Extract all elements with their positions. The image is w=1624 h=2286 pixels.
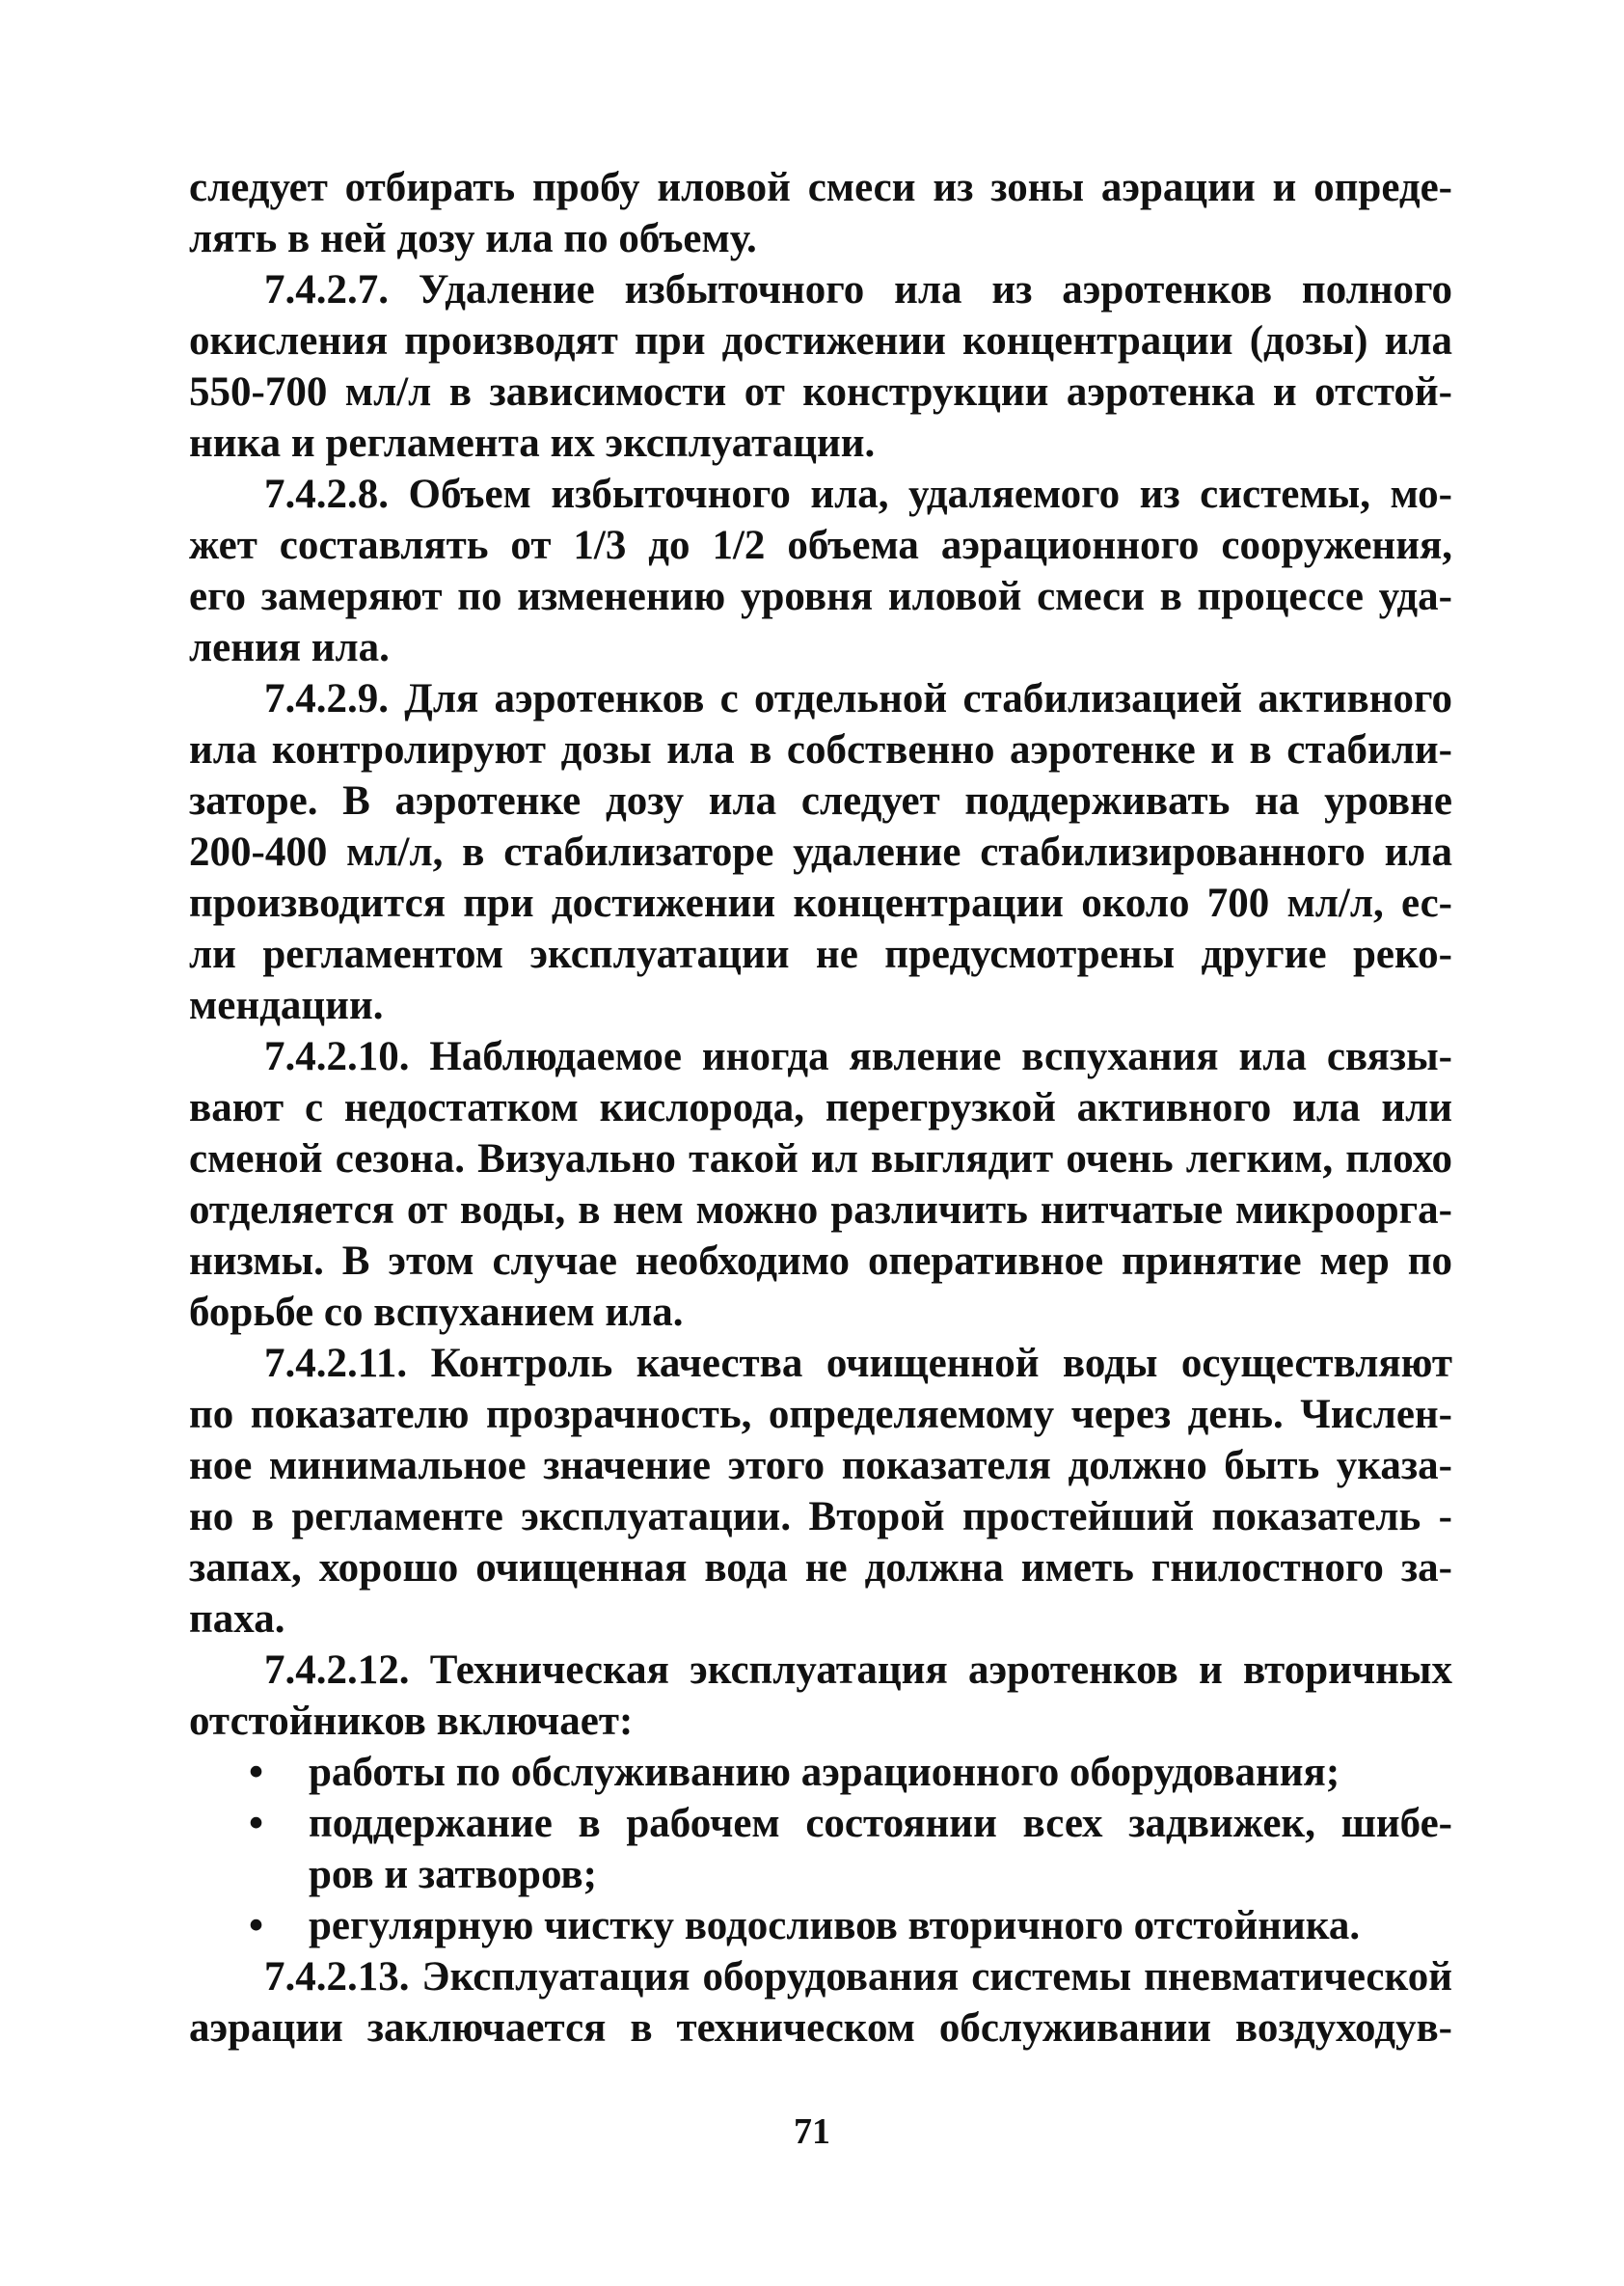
text-line: 7.4.2.8. Объем избыточного ила, удаляемого из системы, мо-: [264, 472, 1452, 517]
text-line: жет составлять от 1/3 до 1/2 объема аэрационного сооружения,: [189, 523, 1452, 568]
page-number: 71: [794, 2111, 830, 2152]
text-line: следует отбирать пробу иловой смеси из зоны аэрации и опреде-: [189, 165, 1452, 210]
bullet-item: [249, 1798, 1452, 1849]
bullet-text: работы по обслуживанию аэрационного оборудования;: [309, 1750, 1340, 1795]
text-line: 7.4.2.13. Эксплуатация оборудования системы пневматической: [264, 1954, 1452, 2000]
bullet-text: регулярную чистку водосливов вторичного отстойника.: [309, 1903, 1361, 1948]
body-text: [189, 162, 1452, 2054]
text-line: 200-400 мл/л, в стабилизаторе удаление стабилизированного ила: [189, 830, 1452, 875]
text-line: вают с недостатком кислорода, перегрузкой активного ила или: [189, 1085, 1452, 1130]
text-line: 7.4.2.11. Контроль качества очищенной воды осуществляют: [264, 1341, 1452, 1386]
bullet-icon: •: [249, 1750, 264, 1795]
bullet-item: [249, 1900, 1452, 1951]
bullet-text: поддержание в рабочем состоянии всех задвижек, шибе-: [309, 1801, 1452, 1846]
text-line: производится при достижении концентрации около 700 мл/л, ес-: [189, 881, 1452, 926]
text-line: ила контролируют дозы ила в собственно аэротенке и в стабили-: [189, 727, 1452, 773]
bullet-icon: •: [249, 1903, 264, 1948]
text-line: низмы. В этом случае необходимо оперативное принятие мер по: [189, 1238, 1452, 1284]
text-line: отделяется от воды, в нем можно различить нитчатые микроорга-: [189, 1187, 1452, 1233]
text-line: заторе. В аэротенке дозу ила следует поддерживать на уровне: [189, 778, 1452, 824]
text-line: отстойников включает:: [189, 1699, 634, 1744]
text-line: паха.: [189, 1596, 285, 1642]
text-line: но в регламенте эксплуатации. Второй простейший показатель -: [189, 1494, 1452, 1539]
text-line: сменой сезона. Визуально такой ил выглядит очень легким, плохо: [189, 1136, 1452, 1182]
bullet-list: [189, 1747, 1452, 1951]
text-line: аэрации заключается в техническом обслуживании воздуходув-: [189, 2005, 1452, 2051]
text-line: запах, хорошо очищенная вода не должна иметь гнилостного за-: [189, 1545, 1452, 1591]
bullet-icon: •: [249, 1801, 264, 1846]
text-line: 550-700 мл/л в зависимости от конструкции аэротенка и отстой-: [189, 369, 1452, 415]
bullet-text: ров и затворов;: [309, 1852, 597, 1897]
text-line: ника и регламента их эксплуатации.: [189, 421, 876, 466]
paragraph-lines-tail: [189, 1951, 1452, 2054]
paragraph-lines: [189, 162, 1452, 1747]
text-line: мендации.: [189, 983, 384, 1028]
text-line: 7.4.2.9. Для аэротенков с отдельной стабилизацией активного: [264, 676, 1452, 721]
text-line: ное минимальное значение этого показателя должно быть указа-: [189, 1443, 1452, 1488]
text-line: 7.4.2.12. Техническая эксплуатация аэротенков и вторичных: [264, 1647, 1452, 1693]
text-line: ления ила.: [189, 625, 390, 670]
text-line: 7.4.2.7. Удаление избыточного ила из аэротенков полного: [264, 267, 1452, 313]
text-line: по показателю прозрачность, определяемому через день. Числен-: [189, 1392, 1452, 1437]
text-line: ли регламентом эксплуатации не предусмотрены другие реко-: [189, 932, 1452, 977]
text-line: лять в ней дозу ила по объему.: [189, 216, 757, 261]
text-line: его замеряют по изменению уровня иловой смеси в процессе уда-: [189, 574, 1452, 619]
text-line: борьбе со вспуханием ила.: [189, 1290, 684, 1335]
text-line: окисления производят при достижении концентрации (дозы) ила: [189, 318, 1452, 364]
text-line: 7.4.2.10. Наблюдаемое иногда явление вспухания ила связы-: [264, 1034, 1452, 1079]
bullet-item: [249, 1747, 1452, 1798]
